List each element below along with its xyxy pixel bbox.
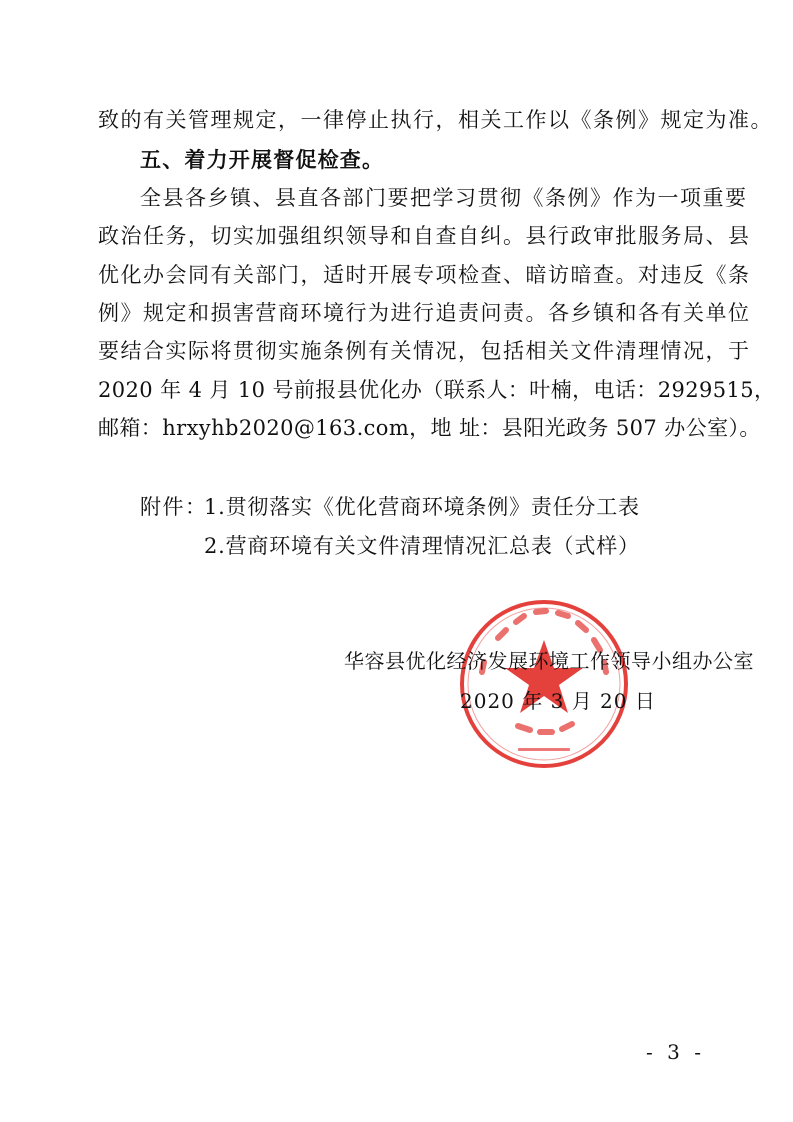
paragraph-line: 致的有关管理规定，一律停止执行，相关工作以《条例》规定为准。 — [98, 108, 773, 132]
paragraph-line: 优化办会同有关部门，适时开展专项检查、暗访暗查。对违反《条 — [98, 263, 751, 287]
attachment-item: 2.营商环境有关文件清理情况汇总表（式样） — [204, 534, 640, 558]
paragraph-line: 全县各乡镇、县直各部门要把学习贯彻《条例》作为一项重要 — [140, 186, 748, 210]
attachments-label: 附件： — [140, 495, 208, 519]
paragraph-line: 政治任务，切实加强组织领导和自查自纠。县行政审批服务局、县 — [98, 224, 751, 248]
section-heading: 五、着力开展督促检查。 — [140, 148, 385, 172]
signature-org: 华容县优化经济发展环境工作领导小组办公室 — [344, 649, 754, 673]
attachment-item: 1.贯彻落实《优化营商环境条例》责任分工表 — [204, 495, 640, 519]
official-seal-stamp — [458, 598, 630, 770]
paragraph-line: 邮箱：hrxyhb2020@163.com，地 址：县阳光政务 507 办公室）。 — [98, 416, 761, 440]
signature-date: 2020 年 3 月 20 日 — [460, 689, 656, 713]
paragraph-line: 2020 年 4 月 10 号前报县优化办（联系人：叶楠，电话：2929515， — [98, 378, 776, 402]
page-number: - 3 - — [646, 1040, 705, 1064]
paragraph-line: 要结合实际将贯彻实施条例有关情况，包括相关文件清理情况，于 — [98, 339, 751, 363]
paragraph-line: 例》规定和损害营商环境行为进行追责问责。各乡镇和各有关单位 — [98, 301, 751, 325]
